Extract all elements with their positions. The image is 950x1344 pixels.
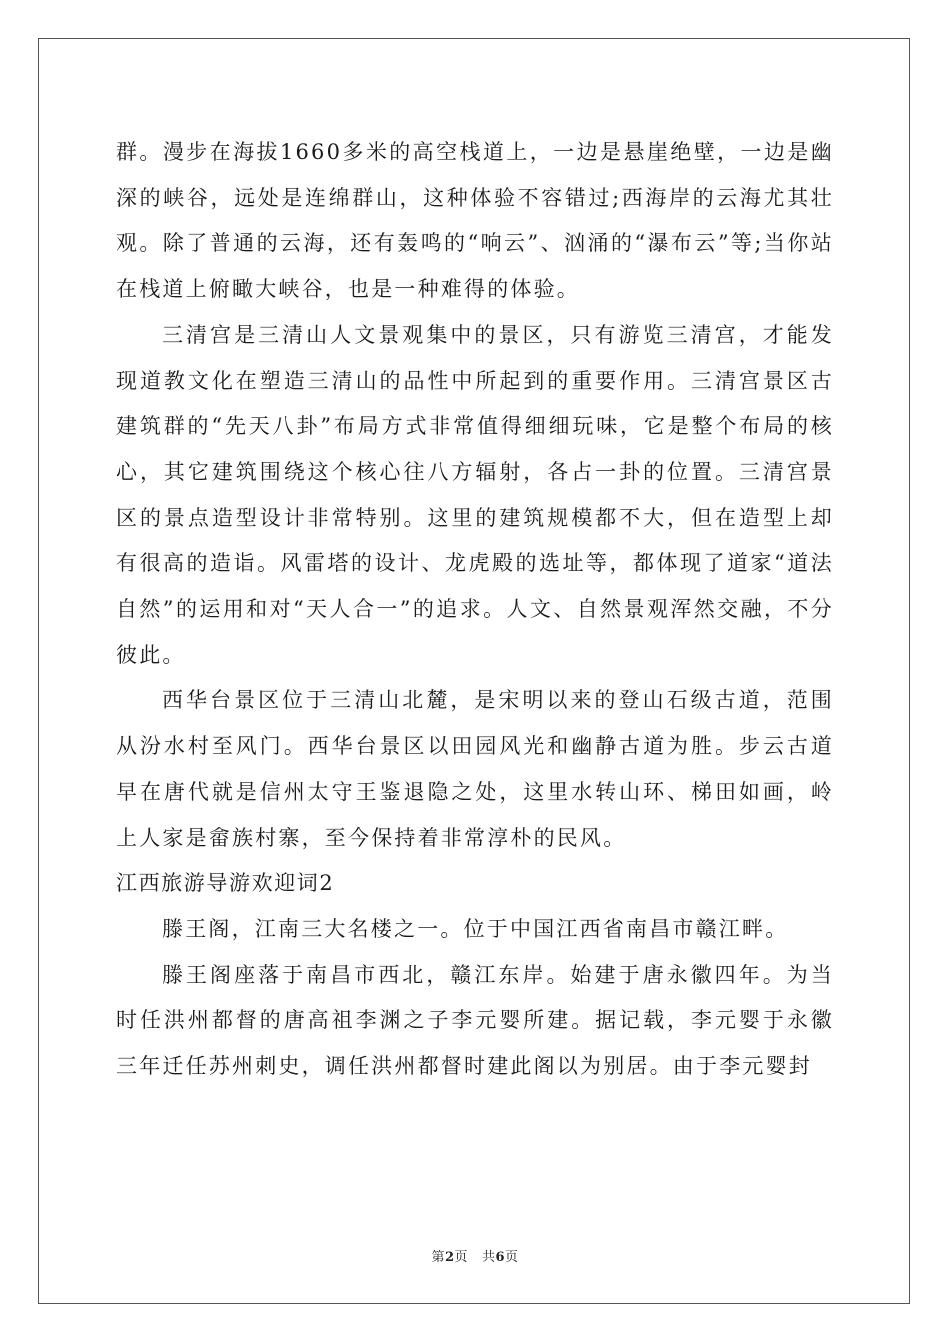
document-body: [116, 130, 834, 1090]
total-suffix: 页: [505, 1250, 519, 1265]
page-prefix: 第: [431, 1250, 445, 1265]
page-suffix: 页: [454, 1250, 469, 1265]
paragraph-3: 西华台景区位于三清山北麓，是宋明以来的登山石级古道，范围从汾水村至风门。西华台景区以田园风光和幽静古道为胜。步云古道早在唐代就是信州太守王鉴退隐之处，这里水转山环、梯田如画，岭上人家是畲族村寨，至今保持着非常淳朴的民风。: [116, 688, 834, 850]
section-heading: 江西旅游导游欢迎词2: [116, 871, 335, 896]
page-footer: [0, 1246, 950, 1265]
paragraph-4: 滕王阁，江南三大名楼之一。位于中国江西省南昌市赣江畔。: [162, 916, 789, 941]
page-number: 2: [444, 1250, 455, 1265]
paragraph-5: 滕王阁座落于南昌市西北，赣江东岸。始建于唐永徽四年。为当时任洪州都督的唐高祖李渊之子李元婴所建。据记载，李元婴于永徽三年迁任苏州刺史，调任洪州都督时建此阁以为别居。由于李元婴封: [116, 962, 834, 1079]
paragraph-1: 群。漫步在海拔1660多米的高空栈道上，一边是悬崖绝壁，一边是幽深的峡谷，远处是连绵群山，这种体验不容错过;西海岸的云海尤其壮观。除了普通的云海，还有轰鸣的“响云”、汹涌的“瀑布云”等;当你站在栈道上俯瞰大峡谷，也是一种难得的体验。: [116, 140, 834, 302]
total-pages: 6: [495, 1250, 506, 1265]
total-prefix: 共: [481, 1250, 496, 1265]
paragraph-2: 三清宫是三清山人文景观集中的景区，只有游览三清宫，才能发现道教文化在塑造三清山的品性中所起到的重要作用。三清宫景区古建筑群的“先天八卦”布局方式非常值得细细玩味，它是整个布局的核心，其它建筑围绕这个核心往八方辐射，各占一卦的位置。三清宫景区的景点造型设计非常特别。这里的建筑规模都不大，但在造型上却有很高的造诣。风雷塔的设计、龙虎殿的选址等，都体现了道家“道法自然”的运用和对“天人合一”的追求。人文、自然景观浑然交融，不分彼此。: [116, 322, 834, 667]
